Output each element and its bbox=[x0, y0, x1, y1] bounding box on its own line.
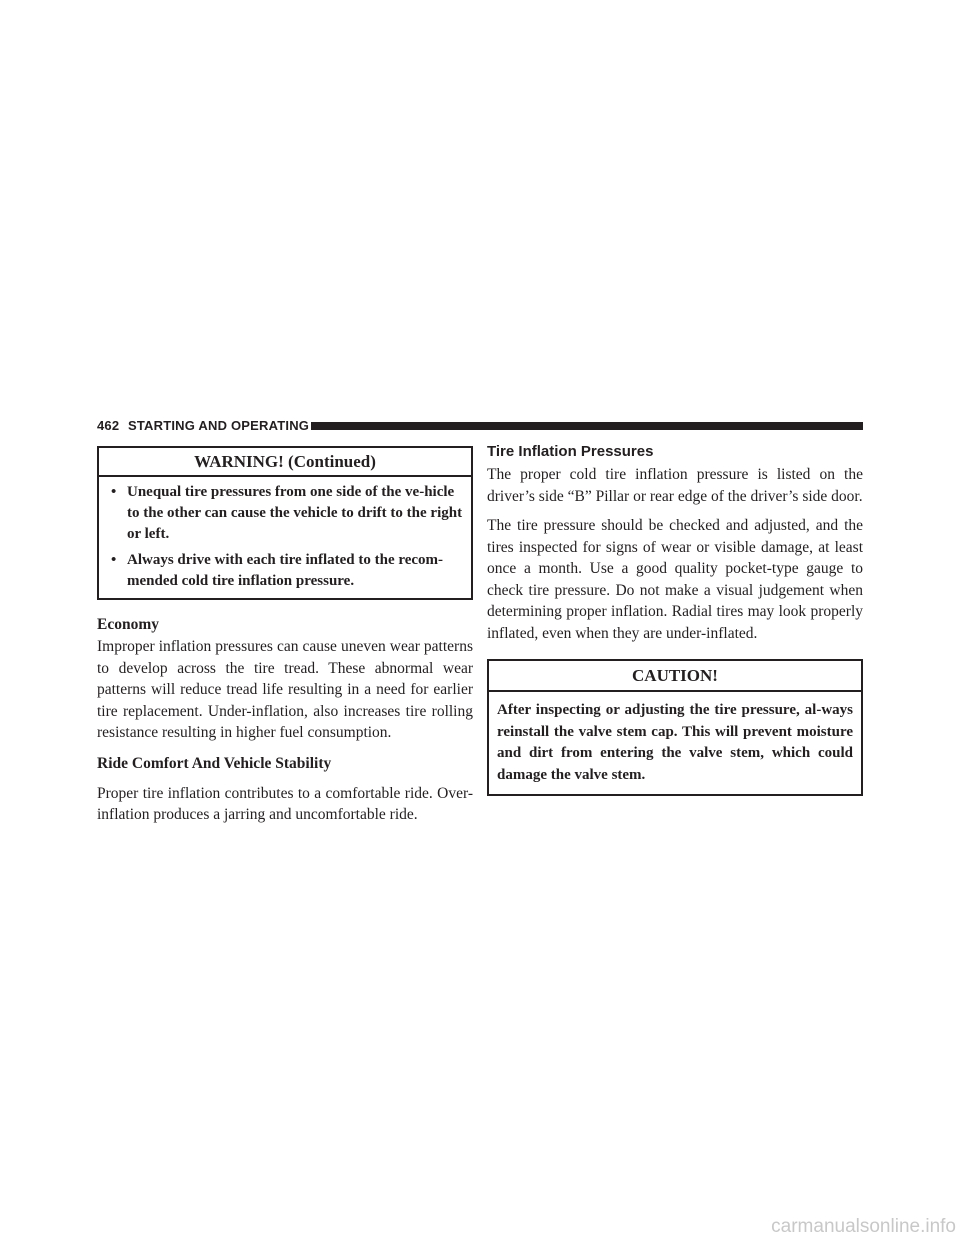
warning-body bbox=[99, 477, 471, 598]
watermark: carmanualsonline.info bbox=[771, 1216, 956, 1237]
warning-item-text: Always drive with each tire inflated to the recom-mended cold tire inflation pressure. bbox=[127, 552, 444, 589]
warning-box bbox=[97, 446, 473, 600]
left-column bbox=[97, 446, 473, 826]
header-rule bbox=[311, 422, 863, 430]
ride-heading: Ride Comfort And Vehicle Stability bbox=[97, 754, 332, 772]
caution-title: CAUTION! bbox=[489, 661, 861, 692]
caution-box bbox=[487, 659, 863, 796]
ride-paragraph: Proper tire inflation contributes to a comfortable ride. Over-inflation produces a jarring and uncomfortable ride. bbox=[97, 784, 473, 823]
warning-item bbox=[107, 550, 463, 592]
bullet-icon: • bbox=[111, 552, 117, 568]
warning-title: WARNING! (Continued) bbox=[99, 448, 471, 477]
tire-inflation-paragraph-1: The proper cold tire inflation pressure is listed on the driver’s side “B” Pillar or rear edge of the driver’s side door. bbox=[487, 466, 863, 505]
tire-inflation-heading: Tire Inflation Pressures bbox=[487, 443, 654, 460]
page-header bbox=[97, 418, 863, 434]
section-name: STARTING AND OPERATING bbox=[128, 418, 310, 433]
bullet-icon: • bbox=[111, 484, 117, 500]
page-number: 462 bbox=[97, 418, 120, 433]
right-column bbox=[487, 442, 863, 796]
tire-inflation-paragraph-2: The tire pressure should be checked and adjusted, and the tires inspected for signs of wear or visible damage, at least once a month. Use a good quality pocket-type gauge to check tire pressure. Do not make a visual judgement when determining proper inflation. Radial tires may look properly inflated, even when they are under-inflated. bbox=[487, 517, 863, 642]
warning-item bbox=[107, 482, 463, 545]
warning-item-text: Unequal tire pressures from one side of the ve-hicle to the other can cause the vehicle to drift to the right or left. bbox=[127, 484, 463, 542]
economy-paragraph: Improper inflation pressures can cause uneven wear patterns to develop across the tire tread. These abnormal wear patterns will reduce tread life resulting in a need for earlier tire replacement. Under-inflation, also increases tire rolling resistance resulting in higher fuel consumption. bbox=[97, 638, 473, 741]
caution-text: After inspecting or adjusting the tire pressure, al-ways reinstall the valve stem cap. This will prevent moisture and dirt from entering the valve stem, which could damage the valve stem. bbox=[497, 702, 853, 783]
economy-heading: Economy bbox=[97, 616, 159, 633]
